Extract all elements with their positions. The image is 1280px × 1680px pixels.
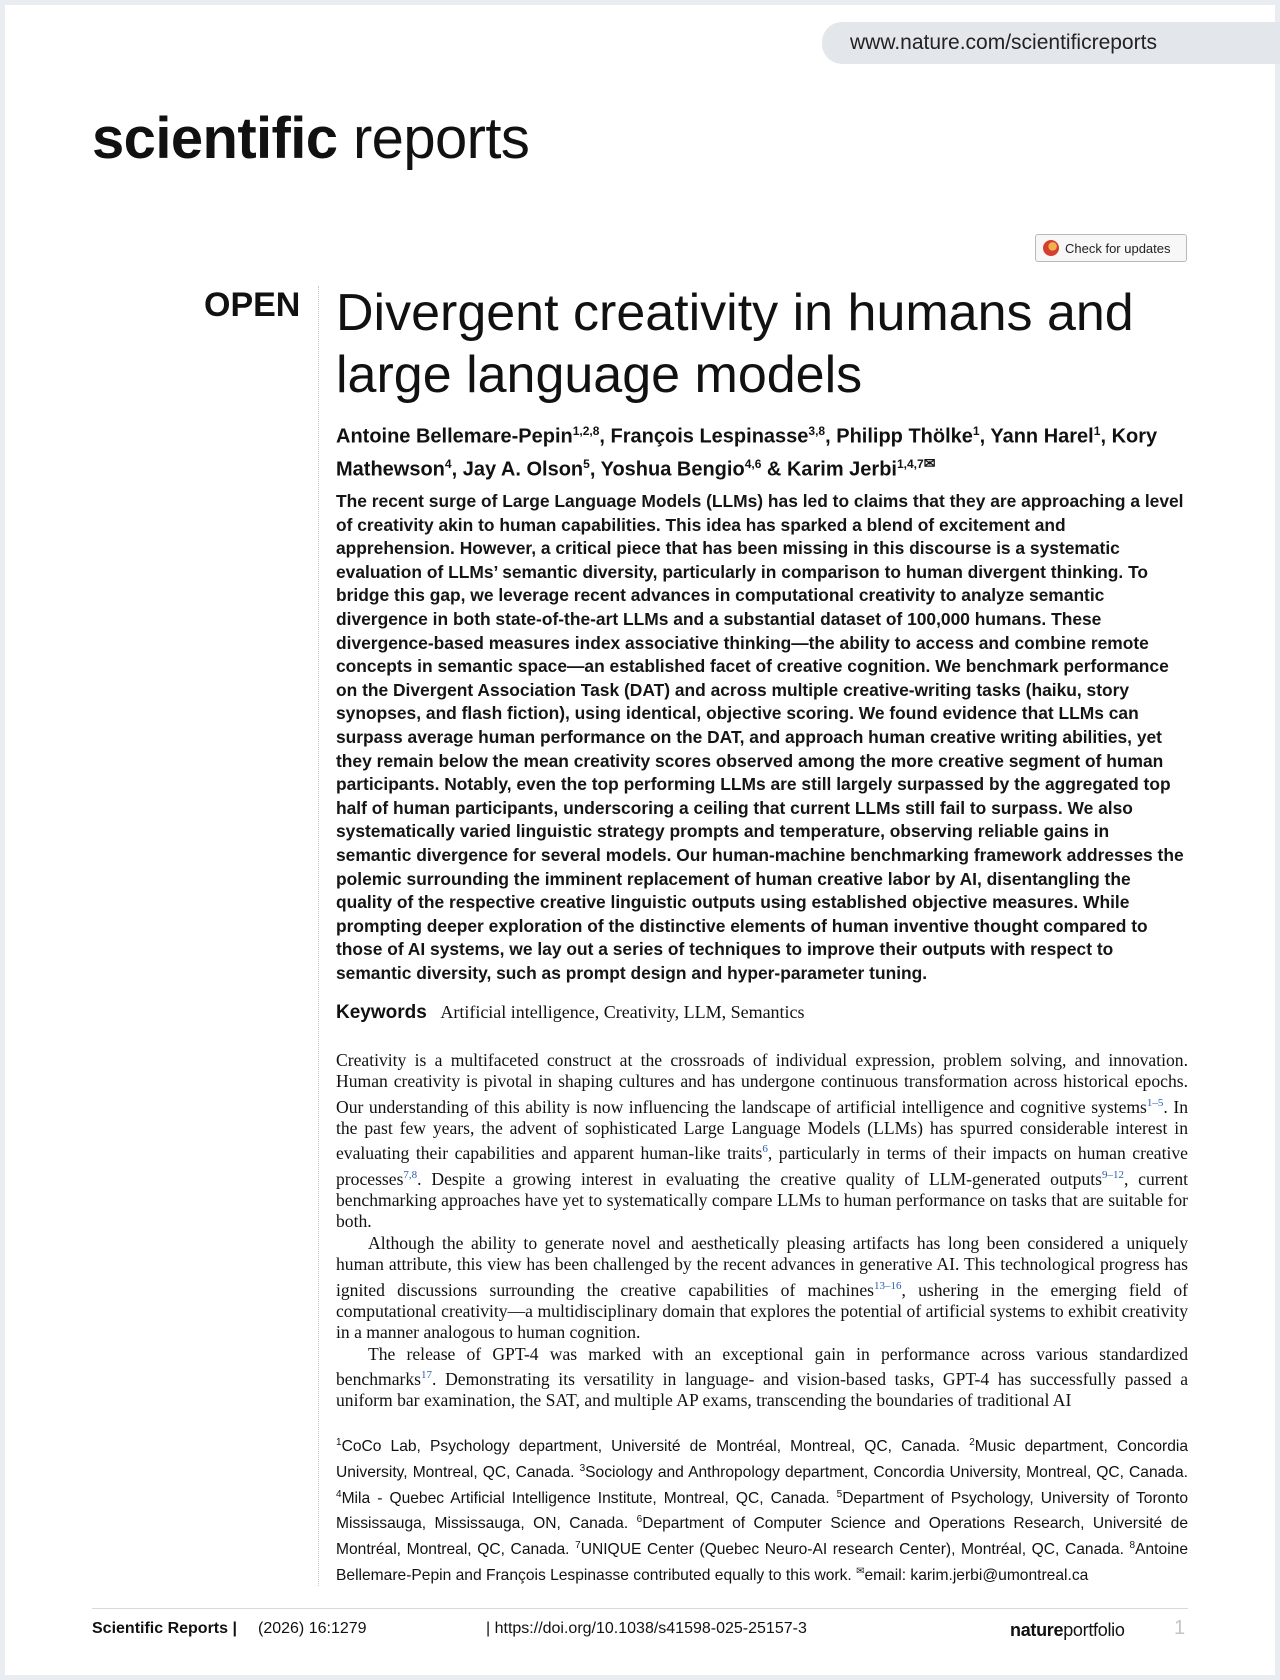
- crossmark-icon: [1043, 240, 1059, 256]
- citation-link[interactable]: 7,8: [403, 1168, 418, 1181]
- affiliation-marker: 8: [1129, 1540, 1136, 1552]
- author-affiliation-marker: 4: [444, 456, 452, 471]
- author-name[interactable]: Kory Mathewson: [336, 425, 1158, 481]
- author-affiliation-marker: 4,6: [744, 456, 762, 471]
- publisher-logo: natureportfolio: [1010, 1620, 1125, 1640]
- author-name[interactable]: François Lespinasse: [610, 425, 809, 448]
- body-paragraph: Although the ability to generate novel and aesthetically pleasing artifacts has long been considered a uniquely human attribute, this view has been challenged by the recent advances in generative AI. This technological progress has ignited discussions surrounding the creative capabilities of machines$^{13-16}$, ushering in the emerging field of computational creativity—a multidisciplinary domain that explores the potential of artificial systems to exhibit creativity in a manner analogous to human cognition.: [336, 1232, 1189, 1343]
- body-paragraph: Creativity is a multifaceted construct at the crossroads of individual expression, problem solving, and innovation. Human creativity is pivotal in shaping cultures and has undergone continuous transformation across historical epochs. Our understanding of this ability is now influencing the landscape of artificial intelligence and cognitive systems$^{1-5}$. In the past few years, the advent of sophisticated Large Language Models (LLMs) has spurred considerable interest in evaluating their capabilities and apparent human-like traits$^6$, particularly in terms of their impacts on human creative processes$^{7,8}$. Despite a growing interest in evaluating the creative quality of LLM-generated outputs$^{9-12}$, current benchmarking approaches have yet to systematically compare LLMs to human performance on tasks that are suitable for both.: [336, 1050, 1189, 1232]
- margin-divider: [318, 286, 319, 1586]
- affiliation-marker: 6: [636, 1514, 643, 1526]
- check-for-updates-button[interactable]: [1035, 234, 1187, 262]
- abstract: The recent surge of Large Language Models (LLMs) has led to claims that they are approaching a level of creativity akin to human capabilities. This idea has sparked a blend of excitement and apprehension. However, a critical piece that has been missing in this discourse is a systematic evaluation of LLMs’ semantic diversity, particularly in comparison to human divergent thinking. To bridge this gap, we leverage recent advances in computational creativity to analyze semantic divergence in both state-of-the-art LLMs and a substantial dataset of 100,000 humans. These divergence-based measures index associative thinking—the ability to access and combine remote concepts in semantic space—an established facet of creative cognition. We benchmark performance on the Divergent Association Task (DAT) and across multiple creative-writing tasks (haiku, story synopses, and flash fiction), using identical, objective scoring. We found evidence that LLMs can surpass average human performance on the DAT, and approach human creative writing abilities, yet they remain below the mean creativity scores observed among the more creative segment of human participants. Notably, even the top performing LLMs are still largely surpassed by the aggregated top half of human participants, underscoring a ceiling that current LLMs still fail to surpass. We also systematically varied linguistic strategy prompts and temperature, observing reliable gains in semantic divergence for several models. Our human-machine benchmarking framework addresses the polemic surrounding the imminent replacement of human creative labor by AI, disentangling the quality of the respective creative linguistic outputs using established objective measures. While prompting deeper exploration of the distinctive elements of human inventive thought compared to those of AI systems, we lay out a series of techniques to improve their outputs with respect to semantic diversity, such as prompt design and hyper-parameter tuning.: [336, 491, 1184, 983]
- page-number: 1: [1174, 1617, 1186, 1639]
- open-access-label: OPEN: [204, 286, 301, 324]
- email-icon[interactable]: ✉: [923, 454, 936, 471]
- affiliation-marker: ✉: [856, 1565, 865, 1577]
- citation-link[interactable]: 17: [421, 1369, 433, 1382]
- affiliation-text: Sociology and Anthropology department, Concordia University, Montreal, QC, Canada.: [585, 1463, 1188, 1481]
- affiliation-text: Antoine Bellemare-Pepin and François Lespinasse contributed equally to this work.: [336, 1541, 1188, 1585]
- keywords-list: Artificial intelligence, Creativity, LLM, Semantics: [440, 1002, 805, 1022]
- footer-journal: Scientific Reports |: [92, 1620, 237, 1637]
- affiliation-text: UNIQUE Center (Quebec Neuro-AI research Center), Montréal, QC, Canada.: [580, 1541, 1130, 1559]
- journal-logo[interactable]: [92, 106, 530, 171]
- citation-link[interactable]: 6: [762, 1143, 768, 1156]
- author-name[interactable]: Antoine Bellemare-Pepin: [336, 425, 573, 448]
- citation-link[interactable]: 9–12: [1101, 1168, 1124, 1181]
- journal-logo-light: reports: [352, 106, 530, 171]
- author-name[interactable]: Jay A. Olson: [462, 458, 584, 481]
- affiliation-text: Mila - Quebec Artificial Intelligence Institute, Montreal, QC, Canada.: [341, 1489, 837, 1507]
- affiliation-marker: 3: [579, 1462, 586, 1474]
- author-list: Antoine Bellemare-Pepin$^{1,2,8}$, François Lespinasse$^{3,8}$, Philipp Thölke$^1$, Yann Harel$^1$, Kory Mathewson$^4$, Jay A. Olson$^5$, Yoshua Bengio$^{4,6}$ & Karim Jerbi$^{1,4,7✉}$: [336, 424, 1158, 481]
- author-name[interactable]: Karim Jerbi: [786, 458, 897, 481]
- journal-logo-bold: scientific: [92, 106, 338, 171]
- affiliation-marker: 7: [575, 1540, 581, 1552]
- footer-doi-link[interactable]: | https://doi.org/10.1038/s41598-025-25157-3: [486, 1620, 807, 1637]
- article-title: Divergent creativity in humans and large language models: [336, 284, 1134, 404]
- affiliation-marker: 4: [336, 1488, 342, 1500]
- author-affiliation-marker: 1,4,7: [897, 456, 924, 471]
- author-affiliation-marker: 1: [972, 424, 980, 438]
- keywords: [336, 1002, 805, 1024]
- affiliation-marker: 5: [836, 1488, 843, 1500]
- keywords-label: Keywords: [336, 1002, 427, 1023]
- affiliation-text: Department of Psychology, University of Toronto Mississauga, Mississauga, ON, Canada.: [336, 1489, 1188, 1533]
- affiliation-text: Music department, Concordia University, Montreal, QC, Canada.: [336, 1438, 1188, 1481]
- affiliation-marker: 1: [336, 1437, 342, 1448]
- author-name[interactable]: Philipp Thölke: [836, 425, 973, 448]
- affiliations: [336, 1432, 1188, 1587]
- footer-divider: [92, 1608, 1188, 1609]
- citation-link[interactable]: 1–5: [1146, 1096, 1164, 1109]
- citation-link[interactable]: 13–16: [873, 1279, 902, 1292]
- url-text: www.nature.com/scientificreports: [850, 31, 1157, 54]
- author-affiliation-marker: 3,8: [808, 424, 826, 438]
- journal-url[interactable]: [822, 22, 1280, 64]
- author-affiliation-marker: 5: [583, 456, 590, 471]
- author-name[interactable]: Yoshua Bengio: [600, 458, 745, 481]
- author-name[interactable]: Yann Harel: [990, 425, 1094, 448]
- author-affiliation-marker: 1,2,8: [572, 424, 600, 438]
- affiliation-text: CoCo Lab, Psychology department, Université de Montréal, Montreal, QC, Canada.: [341, 1438, 970, 1456]
- body-paragraph: The release of GPT-4 was marked with an exceptional gain in performance across various standardized benchmarks$^{17}$. Demonstrating its versatility in language- and vision-based tasks, GPT-4 has successfully passed a uniform bar examination, the SAT, and multiple AP exams, transcending the boundaries of traditional AI: [336, 1343, 1188, 1411]
- check-updates-label: Check for updates: [1065, 240, 1171, 256]
- article-body: [336, 1050, 1188, 1412]
- affiliation-text: email: karim.jerbi@umontreal.ca: [864, 1567, 1089, 1585]
- footer-volume: (2026) 16:1279: [258, 1620, 367, 1637]
- affiliation-text: Department of Computer Science and Operations Research, Université de Montréal, Montreal, QC, Canada.: [336, 1515, 1188, 1559]
- affiliation-marker: 2: [969, 1437, 975, 1448]
- author-affiliation-marker: 1: [1093, 424, 1101, 438]
